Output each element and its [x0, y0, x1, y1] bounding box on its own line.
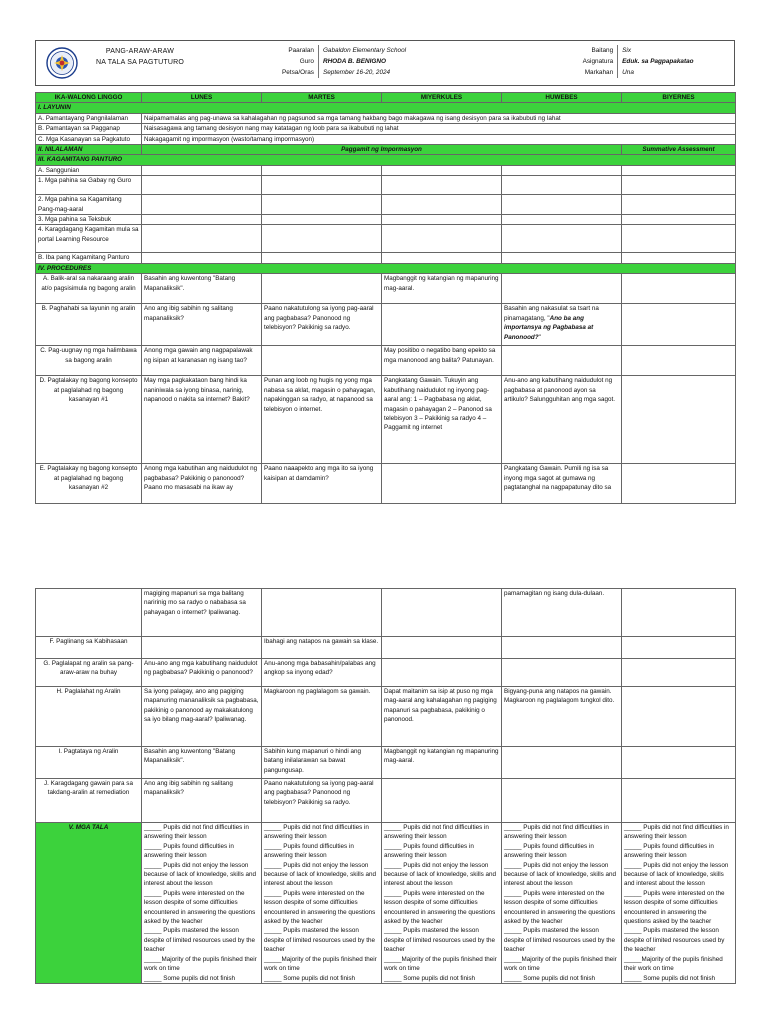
kagamitan-section: III. KAGAMITANG PANTURO	[36, 155, 736, 165]
pag-uugnay-lunes: Anong mga gawain ang nagpapalawak ng isipan at karanasan ng isang tao?	[142, 346, 262, 376]
tala-line: _____ Pupils did not find difficulties in answering their lesson	[624, 824, 729, 841]
pagtalakay-2-lunes-continued: magiging mapanuri sa mga balitang naririnig mo sa radyo o nababasa sa pahayagan o internet? Ipaliwanag.	[142, 589, 262, 637]
tala-line: _____ Pupils found difficulties in answering their lesson	[264, 842, 354, 860]
guro-label: Guro	[216, 56, 319, 67]
tala-lunes	[142, 823, 262, 984]
petsa-label: Petsa/Oras	[216, 67, 319, 78]
tala-martes	[262, 823, 382, 984]
pamantayan-pagganap-label: B. Pamantayan sa Pagganap	[36, 124, 142, 134]
nilalaman-section: II. NILALAMAN	[36, 145, 142, 155]
day-martes: MARTES	[262, 93, 382, 103]
pagtalakay-2-label: E. Pagtalakay ng bagong konsepto at paglalahad ng bagong kasanayan #2	[36, 464, 142, 504]
paghahabi-huwebes-title: Ano ba ang importansya ng Pagbabasa at Panonood?	[504, 314, 594, 341]
paghahabi-martes: Paano nakatutulong sa iyong pag-aaral ang pagbabasa? Panonood ng telebisyon? Pakikinig sa radyo.	[262, 304, 382, 346]
gabay-guro-label: 1. Mga pahina sa Gabay ng Guro	[36, 176, 142, 195]
tala-line: _____Majority of the pupils finished their work on time	[264, 955, 377, 973]
header-meta-right	[466, 45, 734, 78]
paaralan-label: Paaralan	[216, 45, 319, 56]
paglalahat-lunes: Sa iyong palagay, ano ang pagiging mapanuring mananaliksik sa pagbabasa, pakikinig o panonood ay makakatulong sa iyo bilang mag-aaral? Ipaliwanag.	[142, 687, 262, 747]
title-line-2: NA TALA SA PAGTUTURO	[95, 59, 185, 66]
procedure-row-c	[36, 346, 736, 376]
day-huwebes: HUWEBES	[502, 93, 622, 103]
paglalapat-lunes: Anu-ano ang mga kabutihang naidudulot ng pagbabasa? Pakikinig o panonood?	[142, 659, 262, 687]
days-header-row	[36, 93, 736, 103]
document-title	[80, 46, 200, 68]
tala-line: _____ Pupils were interested on the lesson despite of some difficulties encountered in answering the questions asked by the teacher	[504, 889, 616, 926]
paaralan-value: Gabaldon Elementary School	[322, 47, 407, 54]
pagtalakay-2-huwebes: Pangkatang Gawain. Pumili ng isa sa inyong mga sagot at gumawa ng pagtatanghal na nagpapatunay dito sa	[502, 464, 622, 504]
mga-tala-label: V. MGA TALA	[36, 823, 142, 984]
tala-line: _____ Some pupils did not finish	[264, 974, 356, 982]
tala-line: _____ Some pupils did not finish	[624, 974, 716, 982]
tala-line: _____ Some pupils did not finish	[504, 974, 596, 982]
pagtataya-martes: Sabihin kung mapanuri o hindi ang batang inilalarawan sa bawat pangungusap.	[262, 747, 382, 779]
karagdagang-gawain-martes: Paano nakatutulong sa iyong pag-aaral ang pagbabasa? Panonood ng telebisyon? Pakikinig sa radyo.	[262, 779, 382, 823]
petsa-value: September 16-20, 2024	[322, 69, 391, 76]
tala-line: _____ Pupils did not enjoy the lesson because of lack of knowledge, skills and interest about the lesson	[264, 861, 377, 888]
procedure-row-a	[36, 274, 736, 304]
mga-tala-row	[36, 823, 736, 984]
balik-aral-lunes: Basahin ang kuwentong "Batang Mapanaliksik".	[142, 274, 262, 304]
paglalahat-huwebes: Bigyang-puna ang natapos na gawain. Magkaroon ng paglalagom tungkol dito.	[502, 687, 622, 747]
iba-pang-kagamitan-label: B. Iba pang Kagamitang Panturo	[36, 253, 142, 263]
tala-line: _____ Pupils mastered the lesson despite of limited resources used by the teacher	[144, 927, 255, 954]
tala-line: _____ Some pupils did not finish	[384, 974, 476, 982]
tala-huwebes	[502, 823, 622, 984]
tala-line: _____ Pupils did not enjoy the lesson because of lack of knowledge, skills and interest about the lesson	[504, 861, 617, 888]
tala-line: _____ Pupils were interested on the lesson despite of some difficulties encountered in answering the questions asked by the teacher	[144, 889, 256, 926]
markahan-value: Una	[622, 69, 634, 76]
baitang-value: Six	[622, 47, 632, 54]
baitang-label: Baitang	[466, 45, 618, 56]
tala-biyernes	[622, 823, 736, 984]
paglinang-martes: Ibahagi ang natapos na gawain sa klase.	[262, 637, 382, 659]
karagdagang-gawain-label: J. Karagdagang gawain para sa takdang-aralin at remediation	[36, 779, 142, 823]
paglinang-label: F. Paglinang sa Kabihasaan	[36, 637, 142, 659]
tala-line: _____ Pupils did not find difficulties in answering their lesson	[504, 824, 609, 841]
page-1	[35, 40, 735, 504]
paghahabi-huwebes-quote: "	[538, 333, 541, 341]
lesson-plan-table-p2	[35, 588, 736, 984]
procedure-row-b	[36, 304, 736, 346]
karagdagang-kagamitan-label: 4. Karagdagang Kagamitan mula sa portal Learning Resource	[36, 225, 142, 253]
tala-line: _____ Pupils found difficulties in answering their lesson	[144, 842, 234, 860]
paglalapat-label: G. Paglalapat ng aralin sa pang-araw-araw na buhay	[36, 659, 142, 687]
paglalahat-martes: Magkaroon ng paglalagom sa gawain.	[262, 687, 382, 747]
pagtalakay-1-martes: Punan ang loob ng hugis ng yong mga nabasa sa aklat, magasin o pahayagan, napakinggan sa radyo, at napanood sa telebisyon o internet.	[262, 376, 382, 464]
karagdagang-gawain-lunes: Ano ang ibig sabihin ng salitang mapanaliksik?	[142, 779, 262, 823]
tala-line: _____ Pupils did not find difficulties in answering their lesson	[264, 824, 369, 841]
guro-value: RHODA B. BENIGNO	[322, 58, 386, 65]
tala-line: _____ Pupils were interested on the lesson despite of some difficulties encountered in answering the questions asked by the teacher	[384, 889, 496, 926]
asignatura-value: Eduk. sa Pagpapakatao	[622, 58, 694, 65]
pagtalakay-1-label: D. Pagtalakay ng bagong konsepto at paglalahad ng bagong kasanayan #1	[36, 376, 142, 464]
tala-line: _____ Pupils did not enjoy the lesson because of lack of knowledge, skills and interest about the lesson	[144, 861, 257, 888]
procedure-row-h	[36, 687, 736, 747]
header-meta-left	[216, 45, 416, 78]
day-miyerkules: MIYERKULES	[382, 93, 502, 103]
lesson-plan-table-p1	[35, 92, 736, 504]
balik-aral-miyerkules: Magbanggit ng katangian ng mapanuring mag-aaral.	[382, 274, 502, 304]
pagtalakay-2-lunes: Anong mga kabutihan ang naidudulot ng pagbabasa? Pakikinig o panonood? Paano mo masasabi na ikaw ay	[142, 464, 262, 504]
nilalaman-topic: Paggamit ng Impormasyon	[142, 145, 622, 155]
tala-line: _____ Pupils mastered the lesson despite of limited resources used by the teacher	[624, 927, 725, 954]
pamantayang-pangnilalaman-label: A. Pamantayang Pangnilalaman	[36, 113, 142, 123]
procedure-row-g	[36, 659, 736, 687]
markahan-label: Markahan	[466, 67, 618, 78]
tala-line: _____Majority of the pupils finished their work on time	[624, 955, 723, 973]
tala-line: _____Majority of the pupils finished their work on time	[504, 955, 617, 973]
pagtalakay-2-martes: Paano naaapekto ang mga ito sa iyong kaisipan at damdamin?	[262, 464, 382, 504]
deped-seal-icon	[46, 47, 78, 79]
paghahabi-huwebes-text: Basahin ang nakasulat sa tsart na pinamagatang, "	[504, 305, 599, 322]
pag-uugnay-label: C. Pag-uugnay ng mga halimbawa sa bagong aralin	[36, 346, 142, 376]
tala-line: _____ Pupils were interested on the lesson despite of some difficulties encountered in answering the questions asked by the teacher	[264, 889, 376, 926]
tala-line: _____ Pupils did not enjoy the lesson because of lack of knowledge, skills and interest about the lesson	[624, 861, 729, 888]
sanggunian-label: A. Sanggunian	[36, 165, 142, 175]
layunin-section: I. LAYUNIN	[36, 103, 736, 113]
tala-miyerkules	[382, 823, 502, 984]
tala-line: _____ Pupils were interested on the lesson despite of some difficulties encountered in answering the questions asked by the teacher	[624, 889, 725, 926]
tala-line: _____ Pupils mastered the lesson despite of limited resources used by the teacher	[264, 927, 375, 954]
paglalapat-martes: Anu-anong mga babasahin/palabas ang angkop sa inyong edad?	[262, 659, 382, 687]
paglalahat-label: H. Paglalahat ng Aralin	[36, 687, 142, 747]
paghahabi-label: B. Paghahabi sa layunin ng aralin	[36, 304, 142, 346]
procedure-row-e-continued	[36, 589, 736, 637]
kasanayan-label: C. Mga Kasanayan sa Pagkatuto	[36, 134, 142, 144]
kasanayan-text: Nakagagamit ng impormasyon (wasto/tamang impormasyon)	[142, 134, 736, 144]
pag-uugnay-miyerkules: May positibo o negatibo bang epekto sa mga manonood ang balita? Patunayan.	[382, 346, 502, 376]
tala-line: _____ Pupils did not find difficulties in answering their lesson	[384, 824, 489, 841]
procedures-section: IV. PROCEDURES	[36, 263, 736, 273]
paghahabi-huwebes	[502, 304, 622, 346]
tala-line: _____ Pupils mastered the lesson despite of limited resources used by the teacher	[504, 927, 615, 954]
asignatura-label: Asignatura	[466, 56, 618, 67]
pagtataya-miyerkules: Magbanggit ng katangian ng mapanuring mag-aaral.	[382, 747, 502, 779]
pagtalakay-1-lunes: May mga pagkakataon bang hindi ka naniniwala sa iyong binasa, narinig, napanood o nakita sa internet? Bakit?	[142, 376, 262, 464]
tala-line: _____ Pupils found difficulties in answering their lesson	[384, 842, 474, 860]
procedure-row-d	[36, 376, 736, 464]
paghahabi-lunes: Ano ang ibig sabihin ng salitang mapanaliksik?	[142, 304, 262, 346]
week-cell: IKA-WALONG LINGGO	[36, 93, 142, 103]
tala-line: _____ Pupils found difficulties in answering their lesson	[624, 842, 714, 860]
document-header	[35, 40, 735, 86]
tala-line: _____ Pupils found difficulties in answering their lesson	[504, 842, 594, 860]
kagamitang-mag-aaral-label: 2. Mga pahina sa Kagamitang Pang-mag-aaral	[36, 195, 142, 215]
procedure-row-j	[36, 779, 736, 823]
pagtataya-label: I. Pagtataya ng Aralin	[36, 747, 142, 779]
tala-line: _____Majority of the pupils finished their work on time	[384, 955, 497, 973]
title-line-1: PANG-ARAW-ARAW	[105, 48, 175, 55]
pagtalakay-1-miyerkules: Pangkatang Gawain. Tukuyin ang kabutihang naidudulot ng inyong pag-aaral ang: 1 – Pagbabasa ng aklat, magasin o pahayagan 2 – Panonod sa telebisyon 3 – Pakikinig sa radyo 4 – Paggamit ng internet	[382, 376, 502, 464]
tala-line: _____ Pupils mastered the lesson despite of limited resources used by the teacher	[384, 927, 495, 954]
day-lunes: LUNES	[142, 93, 262, 103]
paglalahat-miyerkules: Dapat maitanim sa isip at puso ng mga mag-aaral ang kahalagahan ng pagiging mapanuri sa pagbabasa, pakikinig o panonood.	[382, 687, 502, 747]
pamantayan-pagganap-text: Naisasagawa ang tamang desisyon nang may katatagan ng loob para sa ikabubuti ng lahat	[142, 124, 736, 134]
tala-line: _____ Pupils did not find difficulties in answering their lesson	[144, 824, 249, 841]
pagtataya-lunes: Basahin ang kuwentong "Batang Mapanaliksik".	[142, 747, 262, 779]
day-biyernes: BIYERNES	[622, 93, 736, 103]
procedure-row-f	[36, 637, 736, 659]
pagtalakay-2-huwebes-continued: pamamagitan ng isang dula-dulaan.	[502, 589, 622, 637]
nilalaman-friday: Summative Assessment	[622, 145, 736, 155]
pamantayang-pangnilalaman-text: Naipamamalas ang pag-unawa sa kahalagahan ng pagsunod sa mga tamang hakbang bago makagawa ng isang desisyon para sa ikabubuti ng lahat	[142, 113, 736, 123]
tala-line: _____Majority of the pupils finished their work on time	[144, 955, 257, 973]
balik-aral-label: A. Balik-aral sa nakaraang aralin at/o pagsisimula ng bagong aralin	[36, 274, 142, 304]
pagtalakay-1-huwebes: Anu-ano ang kabutihang naidudulot ng pagbabasa at panonood ayon sa artikulo? Salungguhitan ang mga sagot.	[502, 376, 622, 464]
teksbuk-label: 3. Mga pahina sa Teksbuk	[36, 215, 142, 225]
page-2	[35, 588, 735, 984]
procedure-row-e	[36, 464, 736, 504]
procedure-row-i	[36, 747, 736, 779]
tala-line: _____ Pupils did not enjoy the lesson because of lack of knowledge, skills and interest about the lesson	[384, 861, 497, 888]
tala-line: _____ Some pupils did not finish	[144, 974, 236, 982]
